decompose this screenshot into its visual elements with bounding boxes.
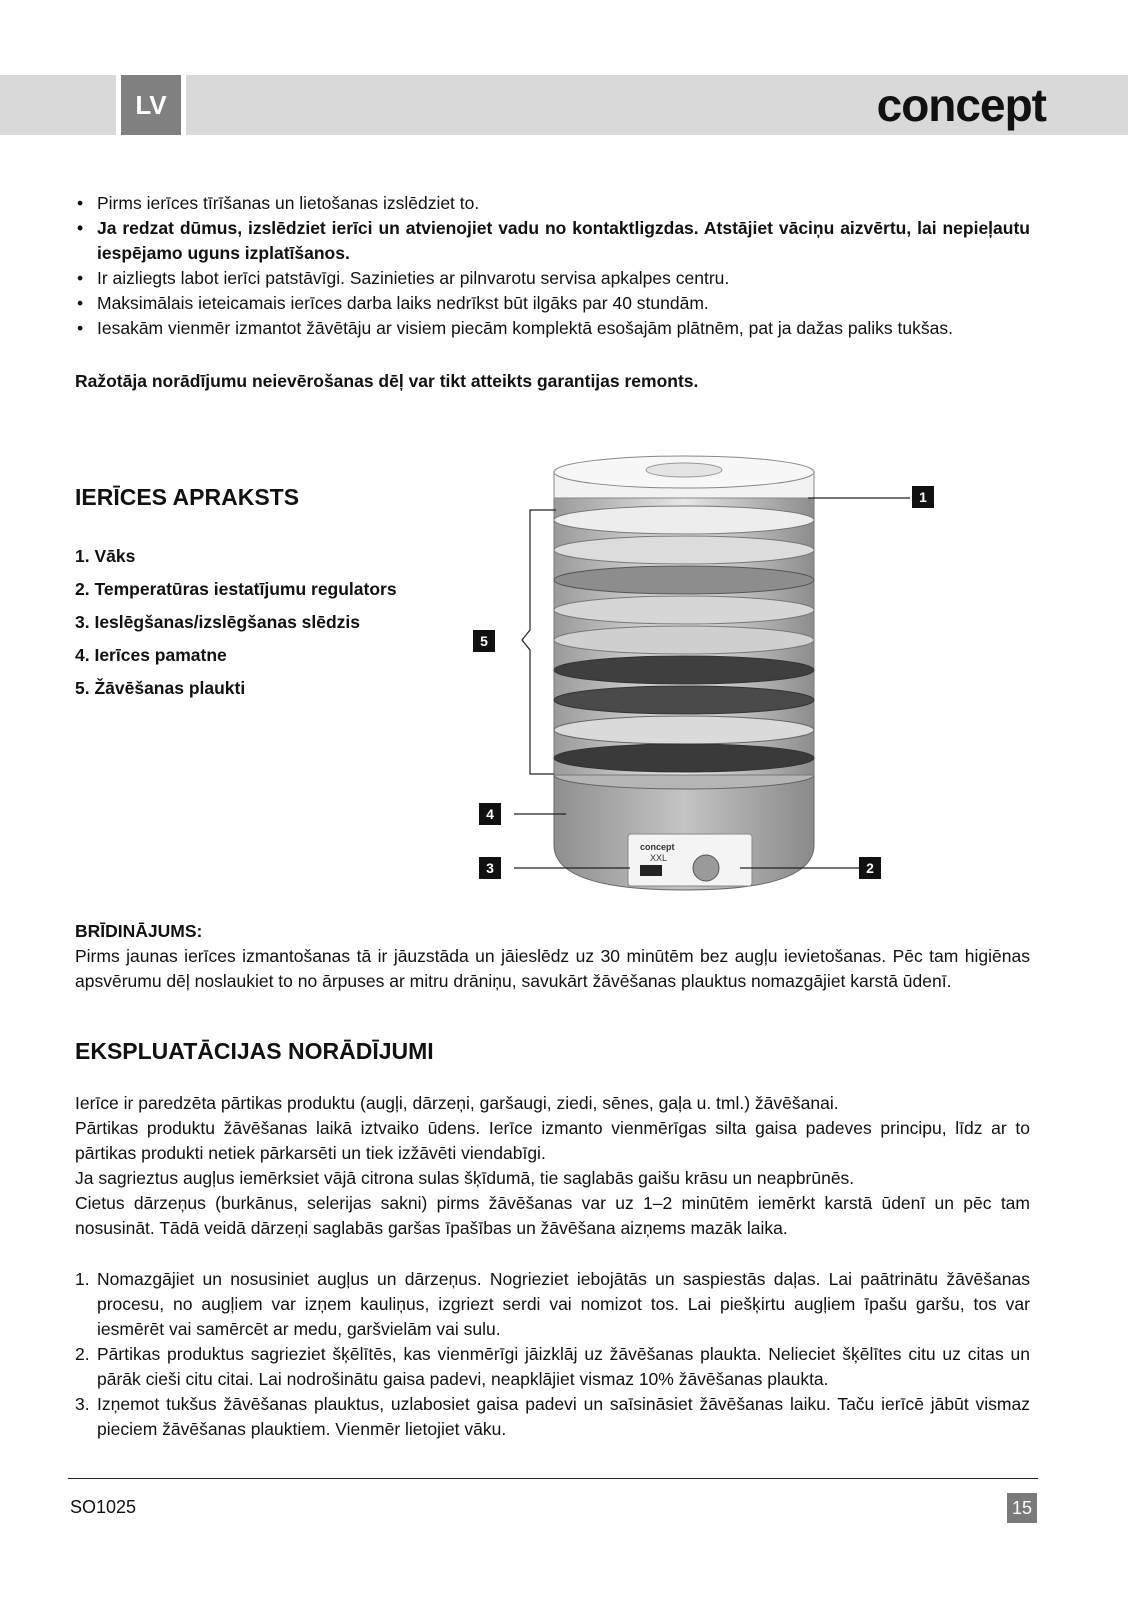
callout-1: 1 [912, 486, 934, 508]
usage-paragraphs [75, 1091, 1030, 1241]
usage-paragraph: Pārtikas produktu žāvēšanas laikā iztvaiko ūdens. Ierīce izmanto vienmērīgas silta gaisa padeves principu, līdz ar to pārtikas produkti netiek pārkarsēti un tiek izžāvēti viendabīgi. [75, 1118, 1030, 1163]
warning-title: BRĪDINĀJUMS: [75, 921, 203, 941]
list-item [75, 1267, 1030, 1342]
warning-text: Pirms jaunas ierīces izmantošanas tā ir jāuzstāda un jāieslēdz uz 30 minūtēm bez augļu ievietošanas. Pēc tam higiēnas apsvērumu dēļ noslaukiet to no ārpuses ar mitru drāniņu, savukārt žāvēšanas plauktus nomazgājiet karstā ūdenī. [75, 946, 1030, 991]
callout-3: 3 [479, 857, 501, 879]
list-item: • Maksimālais ieteicamais ierīces darba laiks nedrīkst būt ilgāks par 40 stundām. [75, 291, 1030, 316]
callout-4: 4 [479, 803, 501, 825]
safety-bullet-list [75, 191, 1030, 341]
steps-section [75, 1267, 1030, 1442]
list-item: • Ja redzat dūmus, izslēdziet ierīci un atvienojiet vadu no kontaktligzdas. Atstājiet vāciņu aizvērtu, lai nepieļautu iespējamo uguns izplatīšanos. [75, 216, 1030, 266]
steps-list [75, 1267, 1030, 1442]
power-switch-icon [640, 865, 662, 876]
part-item: 2. Temperatūras iestatījumu regulators [75, 579, 397, 599]
part-item: 5. Žāvēšanas plaukti [75, 678, 246, 698]
list-item [75, 1392, 1030, 1442]
list-item: • Pirms ierīces tīrīšanas un lietošanas izslēdziet to. [75, 191, 1030, 216]
usage-paragraph: Cietus dārzeņus (burkānus, selerijas sakni) pirms žāvēšanas var uz 1–2 minūtēm iemērkt karstā ūdenī un pēc tam nosusināt. Tādā veidā dārzeņi saglabās garšas īpašības un žāvēšana aizņems mazāk laika. [75, 1193, 1030, 1238]
list-item [75, 1342, 1030, 1392]
language-badge: LV [121, 75, 181, 135]
usage-paragraph: Ja sagrieztus augļus iemērksiet vājā citrona sulas šķīdumā, tie saglabās gaišu krāsu un neapbrūnēs. [75, 1168, 855, 1188]
step-text: Nomazgājiet un nosusiniet augļus un dārzeņus. Nogrieziet iebojātās un saspiestās daļas. Lai paātrinātu žāvēšanas procesu, no augļiem var izņem kauliņus, izgriezt serdi vai nomizot tos. Lai piešķirtu augļiem īpašu garšu, tos var iesmērēt vai samērcēt ar medu, garšvielām vai sulu. [97, 1269, 1030, 1339]
temperature-knob-icon [693, 855, 719, 881]
drying-trays [554, 490, 814, 775]
callout-5: 5 [473, 630, 495, 652]
part-item: 3. Ieslēgšanas/izslēgšanas slēdzis [75, 612, 361, 632]
list-item: • Ir aizliegts labot ierīci patstāvīgi. Sazinieties ar pilnvarotu servisa apkalpes centru. [75, 266, 1030, 291]
part-item: 1. Vāks [75, 546, 136, 566]
list-item: • Iesakām vienmēr izmantot žāvētāju ar visiem piecām komplektā esošajām plātnēm, pat ja dažas paliks tukšas. [75, 316, 1030, 341]
page-number: 15 [1007, 1493, 1037, 1523]
lid [554, 456, 814, 498]
step-text: Izņemot tukšus žāvēšanas plauktus, uzlabosiet gaisa padevi un saīsināsiet žāvēšanas laiku. Taču ierīcē jābūt vismaz pieciem žāvēšanas plauktiem. Vienmēr lietojiet vāku. [97, 1394, 1030, 1439]
callout-2: 2 [859, 857, 881, 879]
parts-list [75, 540, 475, 705]
step-number: 3. [75, 1394, 90, 1414]
section-title-description: IERĪCES APRAKSTS [75, 484, 300, 510]
part-item: 4. Ierīces pamatne [75, 645, 227, 665]
brand-logo: concept [876, 79, 1046, 131]
device-model-label: XXL [650, 853, 668, 863]
safety-section [75, 191, 1030, 341]
step-number: 2. [75, 1344, 90, 1364]
section-title-usage: EKSPLUATĀCIJAS NORĀDĪJUMI [75, 1038, 434, 1064]
step-text: Pārtikas produktus sagrieziet šķēlītēs, kas vienmērīgi jāizklāj uz žāvēšanas plaukta. Nelieciet šķēlītes citu uz citas un pārāk cieši citu citai. Lai nodrošinātu gaisa padevi, neapklājiet vismaz 10% žāvēšanas plaukta. [97, 1344, 1030, 1389]
device-brand-label: concept [640, 842, 675, 852]
model-number: SO1025 [70, 1497, 137, 1517]
dehydrator-illustration [470, 450, 940, 900]
step-number: 1. [75, 1269, 90, 1289]
warranty-note: Ražotāja norādījumu neievērošanas dēļ var tikt atteikts garantijas remonts. [75, 371, 699, 391]
footer-divider [68, 1478, 1038, 1479]
usage-paragraph: Ierīce ir paredzēta pārtikas produktu (augļi, dārzeņi, garšaugi, ziedi, sēnes, gaļa u. tml.) žāvēšanai. [75, 1093, 839, 1113]
header-bar-left [0, 75, 116, 135]
